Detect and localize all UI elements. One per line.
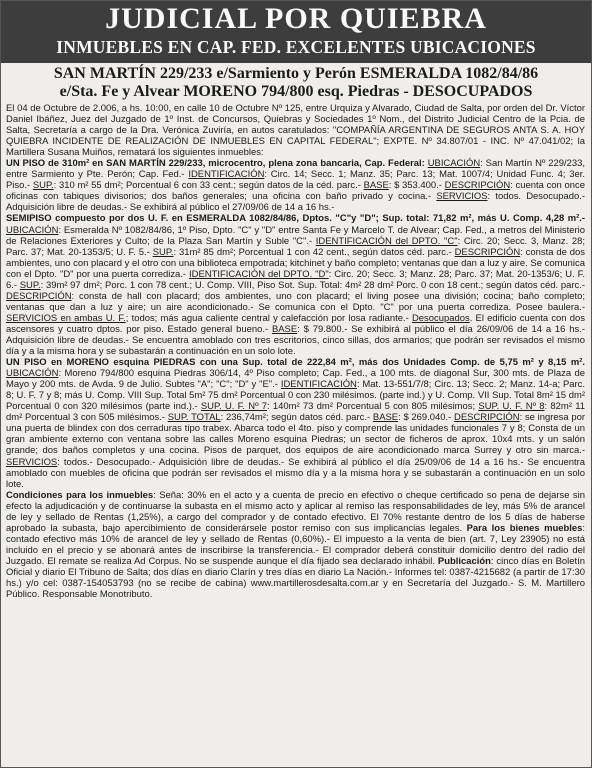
lot-2-sup-2-label: SUP. xyxy=(19,279,41,291)
lot-2-heading: SEMIPISO compuesto por dos U. F. en ESMERALDA 1082/84/86, Dptos. "C"y "D"; Sup. total: 71,82 m², más U. Comp. 4,28 m².- xyxy=(6,213,585,225)
lot-3-serv-text: : todos.- Desocupado.- Adquisición libre de deudas.- Se exhibirá al público el día 25/09/06 de 14 a 16 hs.- Se encuentra amoblado con muebles de oficina que podrán ser revisados el mismo día y a la misma hora y se subastarán a continuación en un solo lote. xyxy=(6,456,585,490)
headline-line-2: e/Sta. Fe y Alvear MORENO 794/800 esq. Piedras - DESOCUPADOS xyxy=(59,83,533,100)
lot-3-desc-label: DESCRIPCIÓN xyxy=(454,412,520,424)
headline xyxy=(1,63,591,103)
lot-2-ident-c-text: : Circ. 20; Secc. 3, Manz. 28; Parc. 37; Mat. 20-1353/5; U. F. 5.- xyxy=(6,235,585,258)
lot-2-paragraph xyxy=(6,213,585,357)
lot-3-sup-8-text: : 82m² 11 dm² Porcentual 3 con 505 milésimos.- xyxy=(6,401,585,424)
lot-2-serv-label: SERVICIOS en ambas U. F. xyxy=(6,312,126,324)
banner-subtitle: INMUEBLES EN CAP. FED. EXCELENTES UBICACIONES xyxy=(56,37,536,57)
lot-1-serv-text: : todos. Desocupado.- Adquisición libre de deudas.- Se exhibirá al público el 27/09/06 de 14 a 16 hs.- xyxy=(6,191,585,214)
lot-3-sup-total-label: SUP. TOTAL xyxy=(167,412,221,424)
conditions-label: Condiciones para los inmuebles xyxy=(6,489,154,501)
lot-3-sup-total-text: : 236,74m²; según datos céd. parc.- xyxy=(220,412,373,424)
lot-2-desc-2-text: : consta de hall con placard; dos ambientes, uno con placard; el living posee una división; cocina; baño completo; ventanas que dan a luz y aire; un aire acondicionado.- Se comunica con el Dpto. "C" por una puerta corrediza. Posee baulera.- xyxy=(6,290,585,313)
lot-1-serv-label: SERVICIOS xyxy=(436,191,488,203)
lot-2-sup-1-label: SUP. xyxy=(152,246,174,258)
banner-title: JUDICIAL POR QUIEBRA xyxy=(105,2,487,35)
lot-1-ident-label: IDENTIFICACIÓN xyxy=(188,169,265,181)
lot-2-desc-1-label: DESCRIPCIÓN xyxy=(454,246,521,258)
lot-2-sup-1-text: : 31m² 85 dm²; Porcentual 1 con 42 cent., según datos céd. parc.- xyxy=(173,246,455,258)
lot-1-heading: UN PISO de 310m² en SAN MARTÍN 229/233, microcentro, plena zona bancaria, Cap. Federal: xyxy=(6,158,425,170)
lot-2-serv-text: ; todos; más agua caliente central y calefacción por losa radiante.- xyxy=(125,312,412,324)
lot-2-desocupados-label: Desocupados xyxy=(411,312,470,324)
lot-1-base-text: : $ 353.400.- xyxy=(388,180,445,192)
lot-3-sup-7-label: SUP. U. F. Nº 7 xyxy=(200,401,268,413)
lot-2-sup-2-text: : 39m² 97 dm²; Porc. 1 con 78 cent.; U. Comp. VIII, Piso Sot. Sup. Total: 4m² 28 dm² Porc. 0 con 18 cent.; según datos céd. parc.- xyxy=(40,279,585,291)
lot-1-sup-text: : 310 m² 55 dm²; Porcentual 6 con 33 cent.; según datos de la céd. parc.- xyxy=(53,180,364,192)
lot-1-desc-label: DESCRIPCIÓN xyxy=(444,180,511,192)
lot-3-ident-text: : Mat. 13-551/7/8; Circ. 13; Secc. 2; Manz. 14-a; Parc. 8; U. F. 7 y 8; más U. Comp. VIII Sup. Total 5m² 75 dm² Porcentual 0 con 230 milésimos. (parte ind.) y U. Comp. VII Sup. Total 8m² 15 dm² Porcentual 0 con 320 milésimos (parte ind.).- xyxy=(6,379,585,413)
lot-2-desc-1-text: : consta de dos ambientes, uno con placard y el otro con una biblioteca empotrada; kitchinet y baño completo; ventanas que dan a luz y aire. Se comunica con el Dpto. "D" por una puerta corrediza.- xyxy=(6,246,585,280)
lot-1-ubicacion-label: UBICACIÓN xyxy=(427,158,481,170)
headline-line-1: SAN MARTÍN 229/233 e/Sarmiento y Perón ESMERALDA 1082/84/86 xyxy=(53,65,539,82)
lot-1-ubicacion-text: : San Martín Nº 229/233, entre Sarmiento y Pte. Perón; Cap. Fed.- xyxy=(6,158,585,181)
lot-1-sup-label: SUP. xyxy=(32,180,54,192)
lot-3-ubicacion-text: : Moreno 794/800 esquina Piedras 306/14, 4º Piso completo; Cap. Fed., a 100 mts. de diagonal Sur, 300 mts. de Plaza de Mayo y 200 mts. de Avda. 9 de Julio. Subtes "A"; "C"; "D" y "E".- xyxy=(6,368,585,391)
lot-3-sup-8-label: SUP. U. F. Nº 8 xyxy=(478,401,545,413)
lot-3-heading: UN PISO en MORENO esquina PIEDRAS con una Sup. total de 222,84 m², más dos Unidades Comp. de 5,75 m² y 8,15 m². xyxy=(6,357,585,369)
lot-3-ident-label: IDENTIFICACIÓN xyxy=(280,379,357,391)
lot-1-desc-text: : cuenta con once oficinas con tabiques divisorios; dos baños generales; una oficina con baño privado y cocina.- xyxy=(6,180,585,203)
lot-2-ubicacion-label: UBICACIÓN xyxy=(6,224,59,236)
conditions-text: : Seña: 30% en el acto y a cuenta de precio en efectivo o cheque certificado so pena de dejarse sin efecto la adjudicación y de continuarse la subasta en el mismo acto y aplicar al remiso las responsabilidades de ley, más 5% de arancel de ley y sellado de Rentas (1,25%), a cargo del comprador y de contado efectivo. El 70% restante dentro de los 5 días de haberse aprobado la subasta, bajo apercibimiento de considerársele postor remiso con sus implicancias legales. xyxy=(6,489,585,534)
banner xyxy=(1,1,591,63)
lot-3-paragraph xyxy=(6,357,585,490)
lot-2-base-label: BASE xyxy=(271,323,298,335)
lot-1-paragraph xyxy=(6,158,585,213)
lot-3-base-text: : $ 269.040.- xyxy=(398,412,455,424)
lot-2-desc-2-label: DESCRIPCIÓN xyxy=(6,290,72,302)
lot-2-ident-c-label: IDENTIFICACIÓN del DPTO. "C" xyxy=(315,235,458,247)
publicacion-label: Publicación xyxy=(437,555,491,567)
conditions-muebles-text: : contado efectivo más 10% de arancel de ley y sellado de Rentas (0,60%).- El impuesto a la venta de bien (art. 7, Ley 23905) no está incluido en el precio y se abonará antes de inscribirse la transferencia.- El comprador deberá constituir domicilio dentro del radio del Juzgado. El remate se realiza Ad Corpus. No se suspende aunque el día fijado sea declarado inhábil. xyxy=(6,522,585,567)
lot-3-sup-7-text: : 140m² 73 dm² Porcentual 5 con 805 milésimos; xyxy=(267,401,479,413)
publicacion-text: : cinco días en Boletín Oficial y diario El Tribuno de Salta; dos días en diario Clarín y tres días en diario La Nación.- Informes tel: 0387-4215682 (a partir de 17:30 hs.) y/o cel: 0387-154053793 (no se recibe de cabina) www.martillerosdesalta.com.ar y en Secretaría del Juzgado.- S. M. Martillero Público. Responsable Monotributo. xyxy=(6,555,585,601)
lot-1-ident-text: : Circ. 14; Secc. 1; Manz. 35; Parc. 13; Mat. 1007/4; Unidad Func. 4; 3er. Piso.- xyxy=(6,169,586,192)
lot-3-base-label: BASE xyxy=(372,412,399,424)
lot-2-desocupados-text: . El edificio cuenta con dos ascensores y cuatro dptos. por piso. Estado general bueno.- xyxy=(6,312,585,335)
conditions-muebles-label: Para los bienes muebles xyxy=(466,522,583,534)
lot-2-ubicacion-text: : Esmeralda Nº 1082/84/86, 1º Piso, Dpto. "C" y "D" entre Santa Fe y Marcelo T. de Alvear; Cap. Fed., a metros del Ministerio de Relaciones Exteriores y Culto; de la Plaza San Martín y Suble "C".- xyxy=(6,224,585,247)
lot-2-ident-d-label: IDENTIFICACIÓN del DPTO. "D" xyxy=(189,268,329,280)
lot-3-serv-label: SERVICIOS xyxy=(6,456,58,468)
lot-3-desc-text: : se ingresa por una puerta de blindex con dos cerraduras tipo trabex. Abarca todo el 4to. piso y comprende las unidades funcionales 7 y 8; Consta de un gran ambiente externo con ventana sobre las calles Moreno esquina Piedras; un sector de ficheros de aprox. 10x4 mts. y un salón grande; dos baños completos y una cocina. Pisos de parquet, dos equipos de aire acondicionado marca Surrey y otro sin marca.- xyxy=(6,412,585,457)
lot-2-ident-d-text: : Circ. 20; Secc. 3; Manz. 28; Parc. 37; Mat. 20-1353/6; U. F. 6.- xyxy=(6,268,585,291)
lot-1-base-label: BASE xyxy=(363,180,389,192)
lot-2-base-text: : $ 79.800.- Se exhibirá al público el día 26/09/06 de 14 a 16 hs.- Adquisición libre de deudas.- Se encuentra amoblado con tres escritorios, cinco sillas, dos armarios; que podrán ser revisados el mismo día y a la misma hora y se subastarán a continuación en un solo lote. xyxy=(6,323,585,358)
lot-3-ubicacion-label: UBICACIÓN xyxy=(6,368,59,380)
intro-paragraph: El 04 de Octubre de 2.006, a hs. 10:00, en calle 10 de Octubre Nº 125, entre Urquiza y Alvarado, Ciudad de Salta, por orden del Dr. Víctor Daniel Ibáñez, Juez del Juzgado de 1º Inst. de Concursos, Quiebras y Sociedades 1º Nom., del Distrito Judicial Centro de la Pcia. de Salta, Secretaría a cargo de la Dra. Verónica Zuviría, en autos caratulados: "COMPAÑÍA ARGENTINA DE SEGUROS ANTA S. A. HOY QUIEBRA INCIDENTE DE REALIZACIÓN DE INMUEBLES EN CAPITAL FEDERAL"; EXPTE. Nº 34.807/01 - INC. Nº 47.041/02; la Martillera Susana Muiños, rematará los siguientes inmuebles: xyxy=(6,103,585,159)
conditions-paragraph xyxy=(6,490,585,600)
ad-body xyxy=(1,103,591,600)
